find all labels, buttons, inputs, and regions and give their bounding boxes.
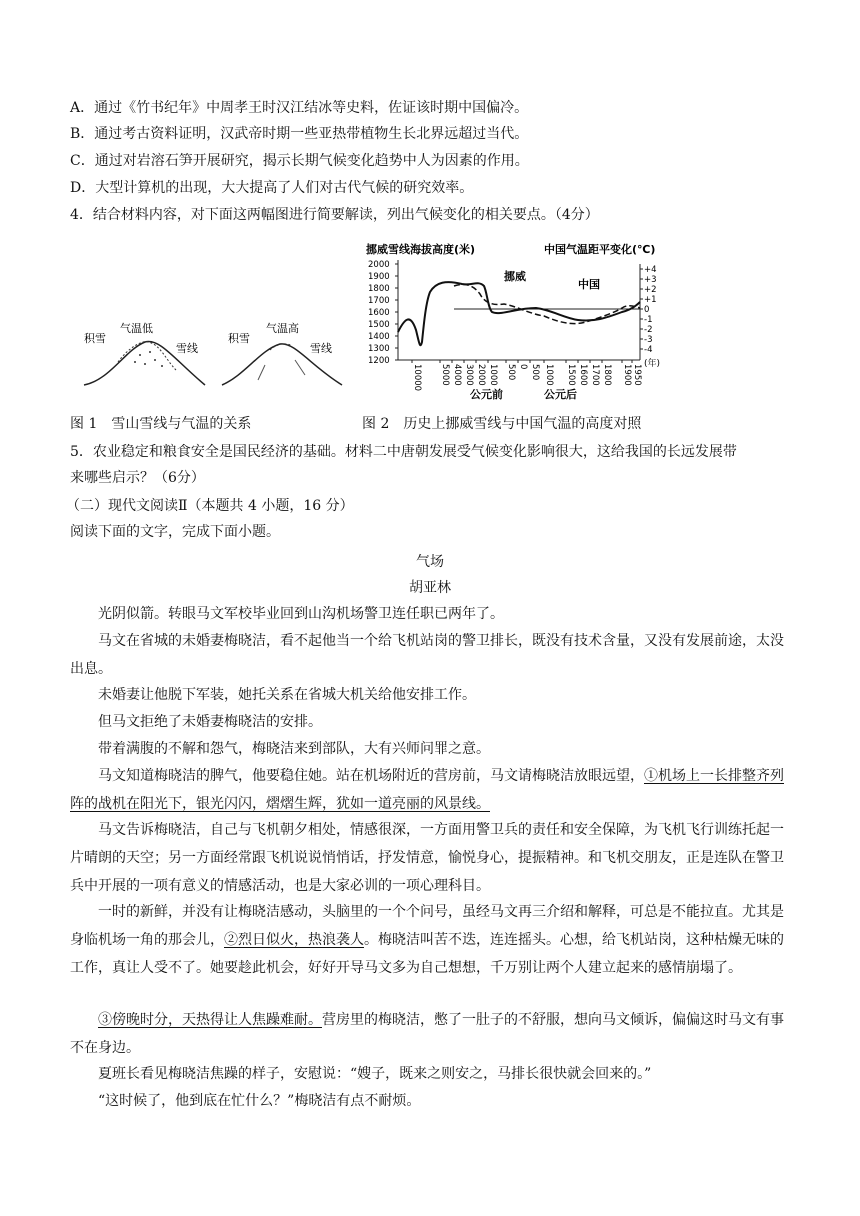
paragraph-9-text: 营房里的梅晓洁，憋了一肚子的不舒服，想向马文倾诉，偏偏这时马文有事不在身边。: [70, 1012, 784, 1056]
y2-tick-label: -2: [644, 325, 653, 335]
label-snow-1: 积雪: [84, 332, 106, 345]
china-line: [454, 284, 640, 323]
y2-tick-label: +4: [644, 265, 657, 275]
label-china: 中国: [578, 278, 600, 291]
x-tick-label: 0: [518, 364, 528, 370]
y-tick-label: 1600: [368, 308, 390, 318]
x-tick-label: 1000: [488, 364, 498, 386]
x-tick-label: 500: [506, 364, 516, 381]
figure-1: [80, 322, 370, 390]
option-b: B．通过考古资料证明，汉武帝时期一些亚热带植物生长北界远超过当代。: [70, 126, 529, 142]
paragraph-8: [70, 898, 792, 982]
x-tick-label: 1900: [622, 364, 632, 386]
y-tick-label: 2000: [368, 260, 390, 270]
y-tick-label: 1300: [368, 344, 390, 354]
underlined-sentence-1: ①机场上一长排整齐列阵的战机在阳光下，银光闪闪，熠熠生辉，犹如一道亮丽的风景线。: [70, 768, 784, 812]
y2-tick-label: -4: [644, 345, 653, 355]
y2-tick-label: -1: [644, 315, 653, 325]
norway-line: [398, 282, 640, 345]
figure-1-caption: 图 1 雪山雪线与气温的关系: [70, 416, 252, 432]
y-tick-label: 1400: [368, 332, 390, 342]
y2-tick-label: +2: [644, 285, 657, 295]
figure-2: [366, 242, 666, 402]
y2-tick-label: +1: [644, 295, 657, 305]
y-ticks-left: [368, 260, 398, 366]
x-tick-label: 1800: [602, 364, 612, 386]
question-5-line-1: 5．农业稳定和粮食安全是国民经济的基础。材料二中唐朝发展受气候变化影响很大，这给我国的长远发展带: [70, 444, 737, 460]
paragraph-10: 夏班长看见梅晓洁焦躁的样子，安慰说：“嫂子，既来之则安之，马排长很快就会回来的。”: [98, 1066, 652, 1082]
paragraph-3: 未婚妻让他脱下军装，她托关系在省城大机关给他安排工作。: [98, 687, 476, 703]
x-tick-label: 1000: [544, 364, 554, 386]
figure-2-caption: 图 2 历史上挪威雪线与中国气温的高度对照: [362, 416, 642, 432]
paragraph-8-text-a: 一时的新鲜，并没有让梅晓洁感动，头脑里的一个个问号，虽经马文再三介绍和解释，可总是不能拉直。尤其是身临机场一角的那会儿，: [70, 904, 784, 948]
paragraph-6: [70, 762, 792, 818]
article-author: 胡亚林: [409, 580, 451, 596]
x-tick-label: 500: [530, 364, 540, 381]
question-5-line-2: 来哪些启示？（6分）: [70, 470, 205, 486]
paragraph-2: 马文在省城的未婚妻梅晓洁，看不起他当一个给飞机站岗的警卫排长，既没有技术含量，又没有发展前途，太没出息。: [70, 633, 784, 677]
option-c: C．通过对岩溶石笋开展研究，揭示长期气候变化趋势中人为因素的作用。: [70, 153, 529, 169]
label-snowline-2: 雪线: [310, 342, 332, 355]
paragraph-6-text: 马文知道梅晓洁的脾气，他要稳住她。站在机场附近的营房前，马文请梅晓洁放眼远望，: [98, 768, 644, 784]
x-tick-label: 1700: [590, 364, 600, 386]
question-4: 4．结合材料内容，对下面这两幅图进行简要解读，列出气候变化的相关要点。（4分）: [70, 207, 599, 223]
x-tick-label: 5000: [440, 364, 450, 386]
paragraph-9: [70, 1006, 792, 1062]
fig2-title-right: 中国气温距平变化(℃): [544, 243, 656, 256]
paragraph-11: “这时候了，他到底在忙什么？”梅晓洁有点不耐烦。: [98, 1093, 421, 1109]
x-tick-label: 1600: [578, 364, 588, 386]
label-snowline-1: 雪线: [176, 342, 198, 355]
x-ticks: [412, 360, 642, 391]
y2-tick-label: +3: [644, 275, 657, 285]
underlined-sentence-2: ②烈日似火，热浪袭人: [224, 932, 364, 948]
label-ad: 公元后: [544, 388, 577, 401]
label-cold: 气温低: [120, 322, 153, 335]
paragraph-1: 光阴似箭。转眼马文军校毕业回到山沟机场警卫连任职已两年了。: [98, 606, 504, 622]
option-d: D．大型计算机的出现，大大提高了人们对古代气候的研究效率。: [70, 180, 474, 196]
y2-tick-label: 0: [644, 305, 650, 315]
option-a: A．通过《竹书纪年》中周孝王时汉江结冰等史料，佐证该时期中国偏冷。: [70, 100, 529, 116]
x-tick-label: 2000: [476, 364, 486, 386]
x-tick-label: 1500: [566, 364, 576, 386]
y-tick-label: 1500: [368, 320, 390, 330]
y-ticks-right: [640, 265, 657, 355]
fig2-title-left: 挪威雪线海拔高度(米): [366, 243, 476, 256]
y-tick-label: 1900: [368, 272, 390, 282]
label-warm: 气温高: [266, 322, 299, 335]
label-bc: 公元前: [470, 388, 503, 401]
x-tick-label: 4000: [452, 364, 462, 386]
instruction: 阅读下面的文字，完成下面小题。: [70, 524, 280, 540]
y-tick-label: 1800: [368, 284, 390, 294]
x-unit: (年): [644, 359, 661, 369]
y-tick-label: 1200: [368, 356, 390, 366]
paragraph-4: 但马文拒绝了未婚妻梅晓洁的安排。: [98, 714, 322, 730]
label-snow-2: 积雪: [228, 332, 250, 345]
label-norway: 挪威: [504, 270, 526, 283]
x-tick-label: 3000: [464, 364, 474, 386]
article-title: 气场: [416, 554, 444, 570]
x-tick-label: 10000: [412, 364, 422, 392]
section-heading: （二）现代文阅读Ⅱ（本题共 4 小题，16 分）: [66, 498, 354, 514]
paragraph-5: 带着满腹的不解和怨气，梅晓洁来到部队，大有兴师问罪之意。: [98, 741, 490, 757]
paragraph-7: 马文告诉梅晓洁，自己与飞机朝夕相处，情感很深，一方面用警卫兵的责任和安全保障，为飞机飞行训练托起一片晴朗的天空；另一方面经常跟飞机说说悄悄话，抒发情意，愉悦身心，提振精神。和飞机交朋友，正是连队在警卫兵中开展的一项有意义的情感活动，也是大家必训的一项心理科目。: [70, 822, 784, 894]
x-tick-label: 1950: [632, 364, 642, 386]
y2-tick-label: -3: [644, 335, 653, 345]
paragraph-8-text-b: 。梅晓洁叫苦不迭，连连摇头。心想，给飞机站岗，这种枯燥无味的工作，真让人受不了。她要趁此机会，好好开导马文多为自己想想，千万别让两个人建立起来的感情崩塌了。: [70, 932, 784, 976]
y-tick-label: 1700: [368, 296, 390, 306]
underlined-sentence-3: ③傍晚时分，天热得让人焦躁难耐。: [98, 1012, 322, 1028]
